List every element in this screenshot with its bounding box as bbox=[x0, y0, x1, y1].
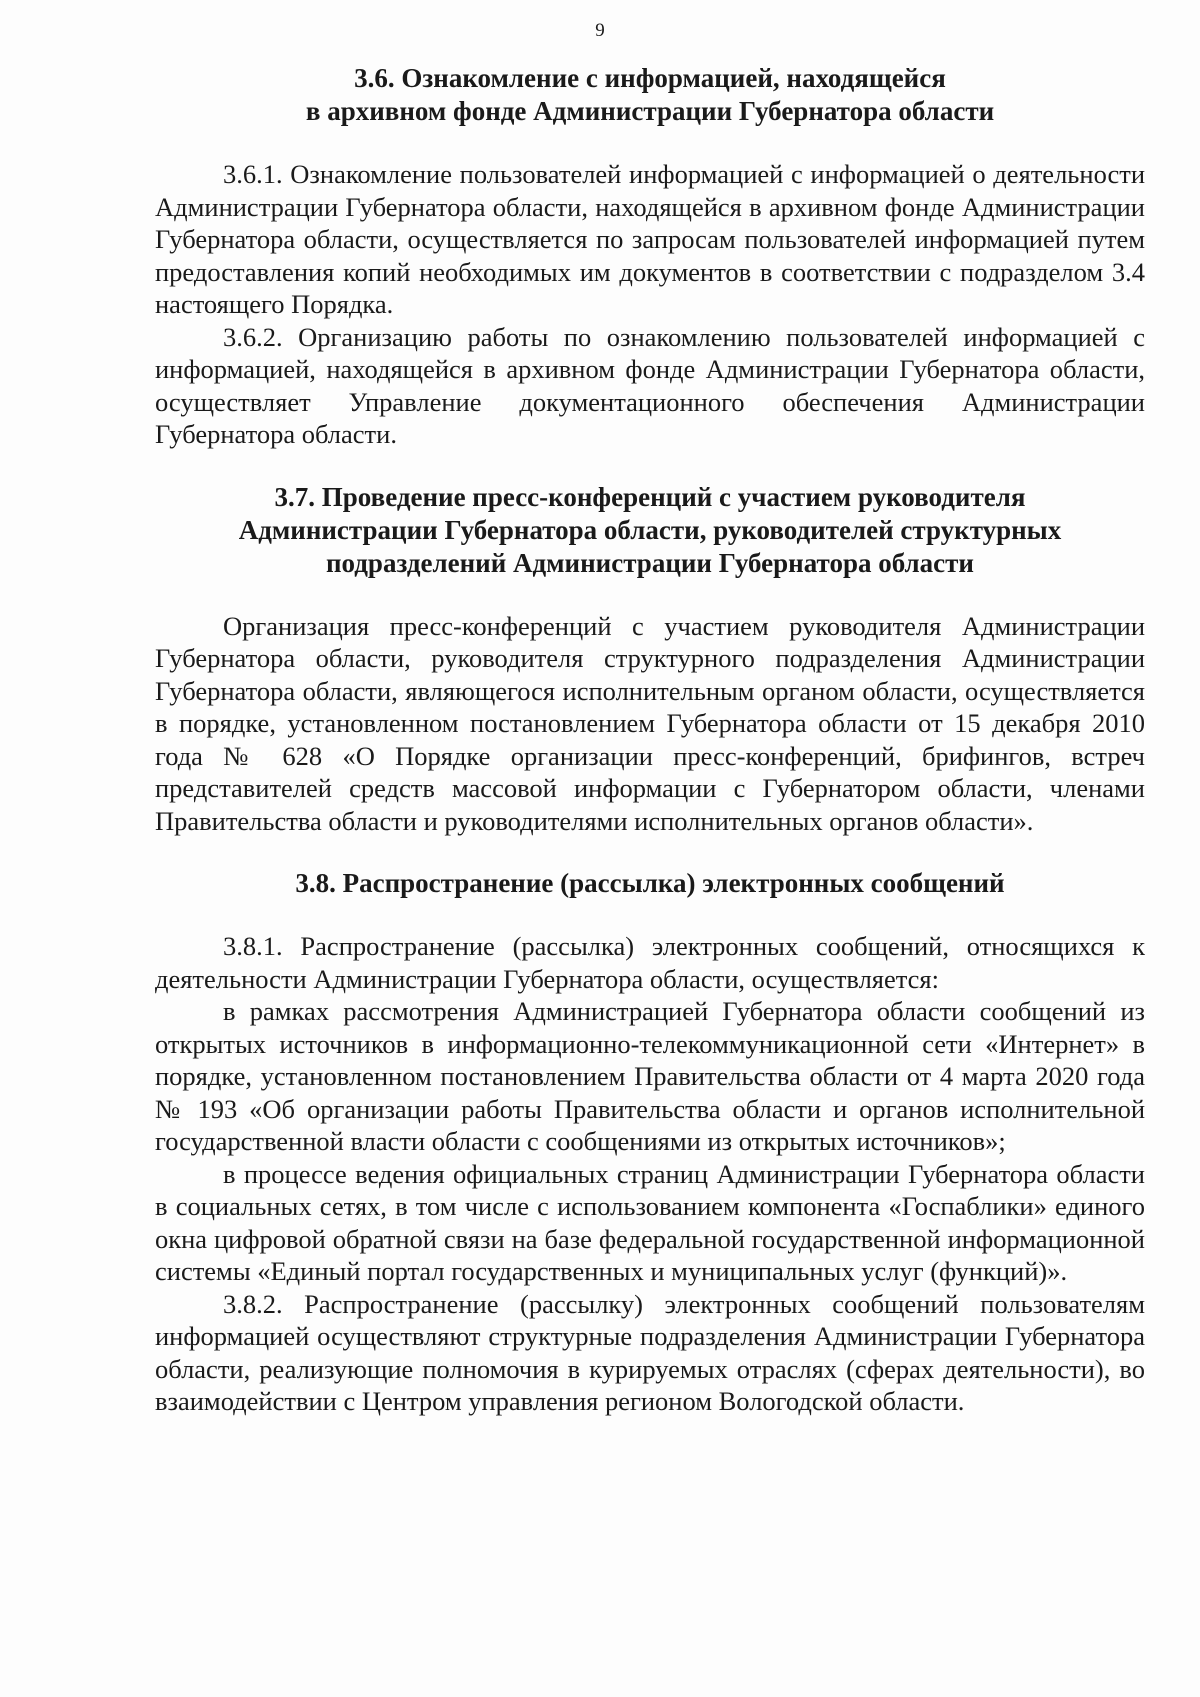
section-title-line: в архивном фонде Администрации Губернатора области bbox=[305, 96, 995, 126]
paragraph: 3.8.2. Распространение (рассылку) электронных сообщений пользователям информацией осуществляют структурные подразделения Администрации Губернатора области, реализующие полномочия в курируемых отраслях (сферах деятельности), во взаимодействии с Центром управления регионом Вологодской области. bbox=[155, 1288, 1145, 1416]
section-3-8 bbox=[155, 867, 1145, 1418]
section-title bbox=[155, 867, 1145, 900]
page-number: 9 bbox=[595, 20, 605, 41]
paragraph: 3.6.2. Организацию работы по ознакомлению пользователей информацией с информацией, находящейся в архивном фонде Администрации Губернатора области, осуществляет Управление документационного обеспечения Администрации Губернатора области. bbox=[155, 321, 1145, 449]
section-title bbox=[155, 481, 1145, 580]
paragraph: в процессе ведения официальных страниц Администрации Губернатора области в социальных сетях, в том числе с использованием компонента «Госпаблики» единого окна цифровой обратной связи на базе федеральной государственной информационной системы «Единый портал государственных и муниципальных услуг (функций)». bbox=[155, 1158, 1145, 1286]
document-body bbox=[155, 62, 1145, 1418]
section-title-line: подразделений Администрации Губернатора области bbox=[326, 547, 974, 578]
paragraph: Организация пресс-конференций с участием руководителя Администрации Губернатора области, руководителя структурного подразделения Администрации Губернатора области, являющегося исполнительным органом области, осуществляется в порядке, установленном постановлением Губернатора области от 15 декабря 2010 года № 628 «О Порядке организации пресс-конференций, брифингов, встреч представителей средств массовой информации с Губернатором области, членами Правительства области и руководителями исполнительных органов области». bbox=[155, 610, 1145, 836]
section-title bbox=[155, 62, 1145, 128]
paragraph: в рамках рассмотрения Администрацией Губернатора области сообщений из открытых источников в информационно-телекоммуникационной сети «Интернет» в порядке, установленном постановлением Правительства области от 4 марта 2020 года № 193 «Об организации работы Правительства области и органов исполнительной государственной власти области с сообщениями из открытых источников»; bbox=[155, 996, 1145, 1156]
section-title-line: Администрации Губернатора области, руководителей структурных bbox=[238, 514, 1062, 545]
section-3-6 bbox=[155, 62, 1145, 451]
paragraph: 3.8.1. Распространение (рассылка) электронных сообщений, относящихся к деятельности Администрации Губернатора области, осуществляется: bbox=[155, 931, 1145, 994]
paragraph: 3.6.1. Ознакомление пользователей информацией с информацией о деятельности Администрации Губернатора области, находящейся в архивном фонде Администрации Губернатора области, осуществляется по запросам пользователей информацией путем предоставления копий необходимых им документов в соответствии с подразделом 3.4 настоящего Порядка. bbox=[155, 159, 1145, 319]
section-3-7 bbox=[155, 481, 1145, 838]
section-title-line: 3.7. Проведение пресс-конференций с участием руководителя bbox=[274, 481, 1026, 512]
section-title-line: 3.6. Ознакомление с информацией, находящейся bbox=[354, 63, 946, 93]
section-title-line: 3.8. Распространение (рассылка) электронных сообщений bbox=[295, 868, 1005, 898]
